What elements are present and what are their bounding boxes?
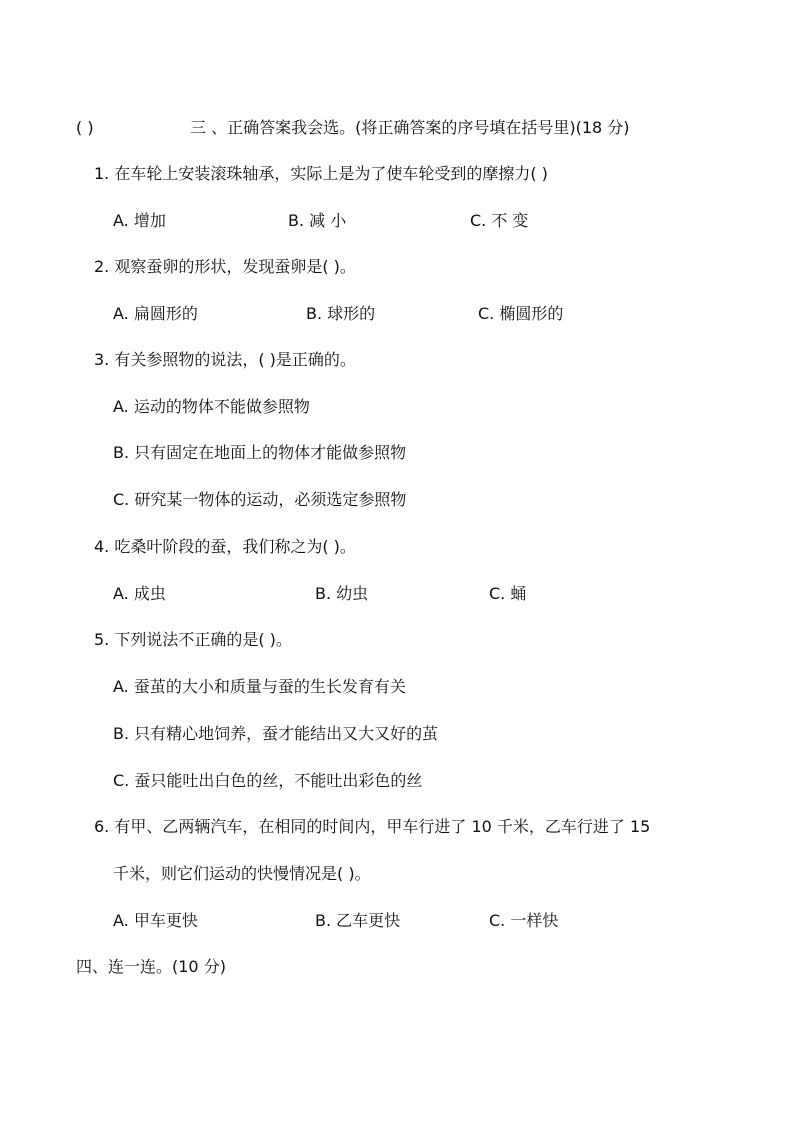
- question-4: 4. 吃桑叶阶段的蚕，我们称之为( )。: [94, 537, 356, 556]
- section-3-title: 三 、正确答案我会选。(将正确答案的序号填在括号里)(18 分): [190, 118, 630, 137]
- q2-option-c: C. 椭圆形的: [478, 304, 564, 323]
- q6-option-c: C. 一样快: [489, 911, 559, 930]
- q6-option-b: B. 乙车更快: [315, 911, 401, 930]
- q2-option-b: B. 球形的: [306, 304, 376, 323]
- answer-paren: ( ): [76, 118, 94, 137]
- q2-option-a: A. 扁圆形的: [113, 304, 198, 323]
- question-6-continuation: 千米，则它们运动的快慢情况是( )。: [113, 864, 371, 883]
- q1-option-a: A. 增加: [113, 211, 166, 230]
- q3-option-c: C. 研究某一物体的运动，必须选定参照物: [113, 490, 407, 509]
- q5-option-c: C. 蚕只能吐出白色的丝，不能吐出彩色的丝: [113, 771, 423, 790]
- question-5: 5. 下列说法不正确的是( )。: [94, 630, 292, 649]
- q1-option-c: C. 不 变: [470, 211, 529, 230]
- question-6: 6. 有甲、乙两辆汽车，在相同的时间内，甲车行进了 10 千米，乙车行进了 15: [94, 817, 651, 836]
- q3-option-b: B. 只有固定在地面上的物体才能做参照物: [113, 443, 407, 462]
- section-4-title: 四、连一连。(10 分): [76, 957, 226, 976]
- q4-option-a: A. 成虫: [113, 584, 166, 603]
- q4-option-c: C. 蛹: [489, 584, 527, 603]
- q5-option-a: A. 蚕茧的大小和质量与蚕的生长发育有关: [113, 677, 406, 696]
- q3-option-a: A. 运动的物体不能做参照物: [113, 397, 310, 416]
- question-3: 3. 有关参照物的说法，( )是正确的。: [94, 350, 356, 369]
- question-1: 1. 在车轮上安装滚珠轴承，实际上是为了使车轮受到的摩擦力( ): [94, 164, 548, 183]
- question-2: 2. 观察蚕卵的形状，发现蚕卵是( )。: [94, 257, 356, 276]
- q6-option-a: A. 甲车更快: [113, 911, 198, 930]
- q1-option-b: B. 减 小: [288, 211, 347, 230]
- q4-option-b: B. 幼虫: [315, 584, 369, 603]
- q5-option-b: B. 只有精心地饲养，蚕才能结出又大又好的茧: [113, 724, 439, 743]
